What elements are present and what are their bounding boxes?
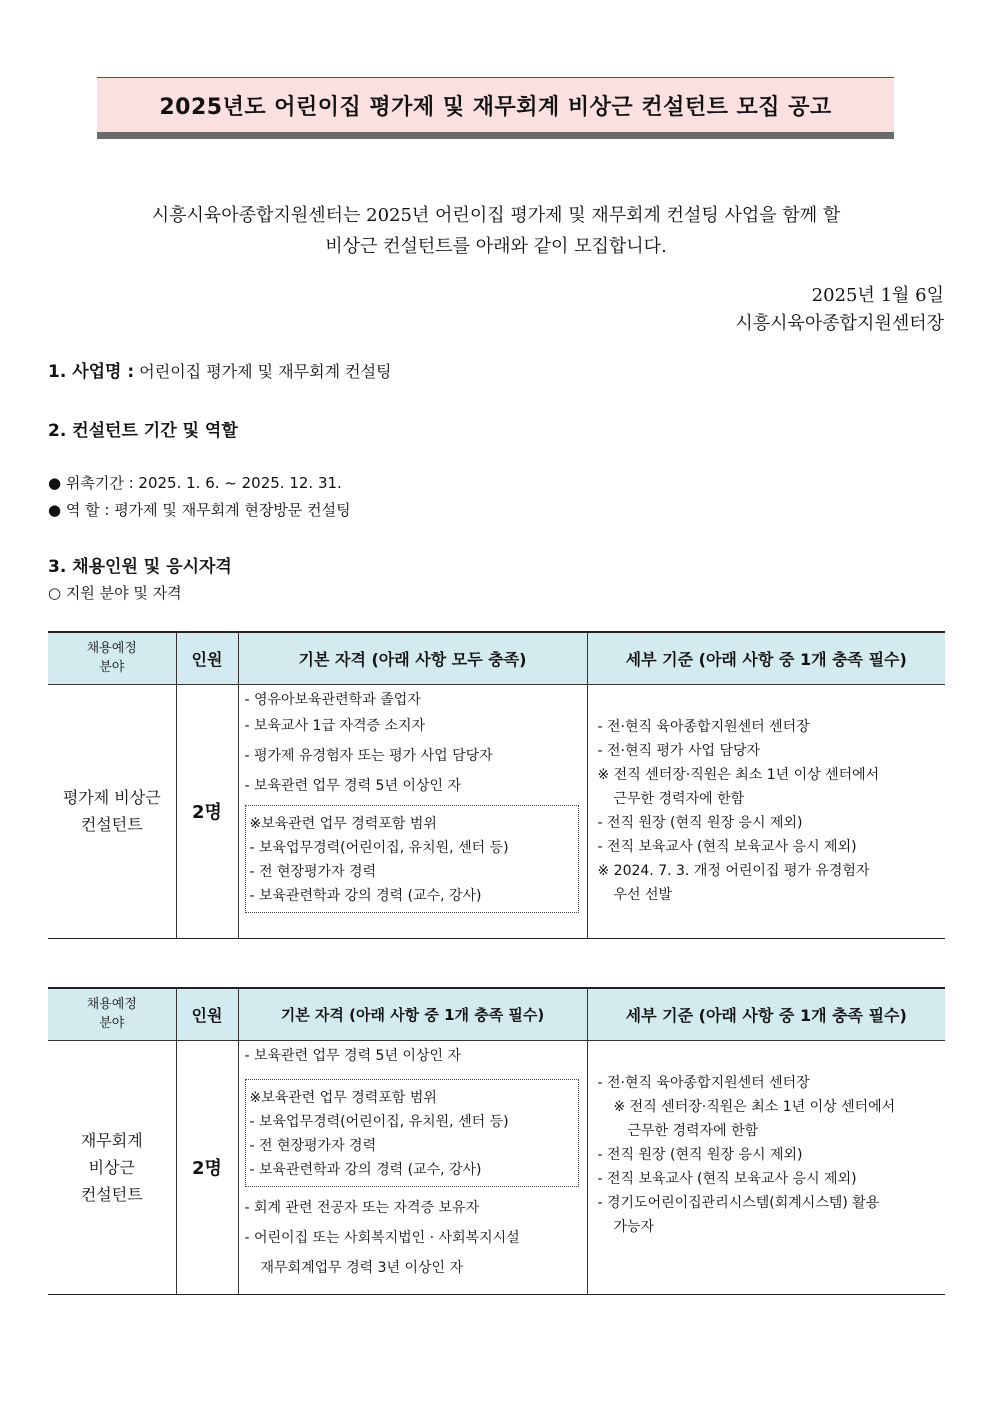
- experience-scope-box: ※보육관련 업무 경력포함 범위 - 보육업무경력(어린이집, 유치원, 센터 등) - 전 현장평가자 경력 - 보육관련학과 강의 경력 (교수, 강사): [245, 1079, 579, 1187]
- section-1-value: 어린이집 평가제 및 재무회계 컨설팅: [139, 362, 392, 381]
- basic-item: - 회계 관련 전공자 또는 자격증 보유자: [244, 1199, 480, 1216]
- basic-item: - 보육교사 1급 자격증 소지자: [244, 717, 426, 734]
- section-1: [48, 357, 391, 382]
- header-count: 인원: [176, 988, 238, 1040]
- basic-item: - 어린이집 또는 사회복지법인 · 사회복지시설: [244, 1229, 520, 1246]
- basic-item: - 영유아보육관련학과 졸업자: [244, 691, 421, 708]
- detail-cell: - 전·현직 육아종합지원센터 센터장 - 전·현직 평가 사업 담당자 ※ 전직 센터장·직원은 최소 1년 이상 센터에서 근무한 경력자에 한함 - 전직 원장 (현직 원장 응시 제외) - 전직 보육교사 (현직 보육교사 응시 제외) ※ 2024. 7. 3. 개정 어린이집 평가 유경험자 우선 선발: [587, 684, 945, 938]
- date-block: [735, 282, 944, 338]
- header-field: 채용예정 분야: [48, 632, 176, 684]
- term-bullet: ● 위촉기간 : 2025. 1. 6. ~ 2025. 12. 31.: [48, 474, 342, 492]
- basic-cell: [238, 1040, 587, 1294]
- role-bullet: ● 역 할 : 평가제 및 재무회계 현장방문 컨설팅: [48, 501, 351, 519]
- intro-line-1: 시흥시육아종합지원센터는 2025년 어린이집 평가제 및 재무회계 컨설팅 사업을 함께 할: [151, 205, 841, 226]
- detail-cell: - 전·현직 육아종합지원센터 센터장 ※ 전직 센터장·직원은 최소 1년 이상 센터에서 근무한 경력자에 한함 - 전직 원장 (현직 원장 응시 제외) - 전직 보육교사 (현직 보육교사 응시 제외) - 경기도어린이집관리시스템(회계시스템) 활용 가능자: [587, 1040, 945, 1294]
- field-cell: 재무회계 비상근 컨설턴트: [48, 1040, 176, 1294]
- count-cell: 2명: [176, 684, 238, 938]
- intro-paragraph: [60, 200, 932, 262]
- section-1-heading: 1. 사업명 :: [48, 362, 135, 382]
- basic-item: 재무회계업무 경력 3년 이상인 자: [260, 1259, 464, 1276]
- basic-item: - 평가제 유경험자 또는 평가 사업 담당자: [244, 747, 493, 764]
- experience-scope-box: ※보육관련 업무 경력포함 범위 - 보육업무경력(어린이집, 유치원, 센터 등) - 전 현장평가자 경력 - 보육관련학과 강의 경력 (교수, 강사): [245, 805, 579, 913]
- issuer-name: 시흥시육아종합지원센터장: [735, 313, 944, 334]
- header-detail: 세부 기준 (아래 사항 중 1개 충족 필수): [587, 988, 945, 1040]
- header-count: 인원: [176, 632, 238, 684]
- section-2-heading: 2. 컨설턴트 기간 및 역할: [48, 421, 238, 441]
- announcement-date: 2025년 1월 6일: [811, 285, 944, 306]
- section-3-sub: ○ 지원 분야 및 자격: [48, 584, 182, 602]
- count-cell: 2명: [176, 1040, 238, 1294]
- section-3-heading: 3. 채용인원 및 응시자격: [48, 557, 232, 577]
- header-detail: 세부 기준 (아래 사항 중 1개 충족 필수): [587, 632, 945, 684]
- intro-line-2: 비상근 컨설턴트를 아래와 같이 모집합니다.: [325, 236, 667, 257]
- basic-cell: [238, 684, 587, 938]
- basic-item: - 보육관련 업무 경력 5년 이상인 자: [244, 1047, 461, 1064]
- field-cell: 평가제 비상근 컨설턴트: [48, 684, 176, 938]
- header-field: 채용예정 분야: [48, 988, 176, 1040]
- page-title: 2025년도 어린이집 평가제 및 재무회계 비상근 컨설턴트 모집 공고: [97, 77, 894, 139]
- header-basic: 기본 자격 (아래 사항 모두 충족): [238, 632, 587, 684]
- evaluation-consultant-table: [48, 631, 945, 939]
- accounting-consultant-table: [48, 987, 945, 1295]
- basic-item: - 보육관련 업무 경력 5년 이상인 자: [244, 777, 461, 794]
- header-basic: 기본 자격 (아래 사항 중 1개 충족 필수): [238, 988, 587, 1040]
